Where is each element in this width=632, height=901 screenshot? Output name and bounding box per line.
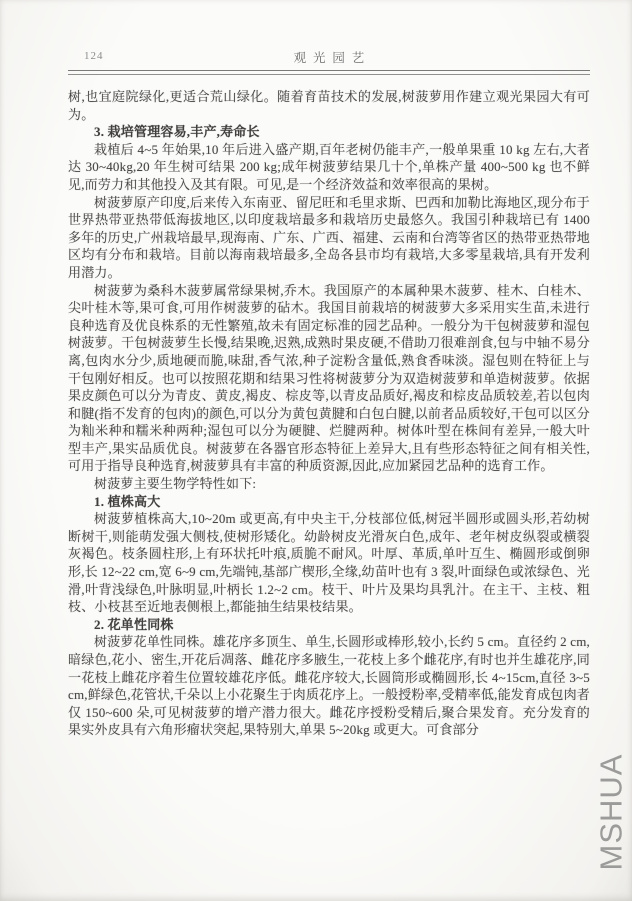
- watermark-text: MSHUA: [593, 753, 629, 871]
- header-double-rule: [68, 70, 590, 75]
- running-title: 观光园艺: [293, 51, 372, 65]
- watermark: [590, 727, 632, 897]
- section-heading: 1. 植株高大: [94, 493, 161, 509]
- paragraph: 树菠萝植株高大,10~20m 或更高,有中央主干,分枝部位低,树冠半圆形或圆头形,若幼树断树干,则能萌发强大侧枝,使树形矮化。幼龄树皮光滑灰白色,成年、老年树皮纵裂或横裂灰褐色。枝条圆柱形,上有环状托叶痕,质脆不耐风。叶厚、革质,单叶互生、椭圆形或倒卵形,长 12~22 cm,宽 6~9 cm,先端钝,基部广楔形,全缘,幼苗叶也有 3 裂,叶面绿色或浓绿色、光滑,叶背浅绿色,叶脉明显,叶柄长 1.2~2 cm。枝干、叶片及果均具乳汁。在主干、主枝、粗枝、小枝甚至近地表侧根上,都能抽生结果枝结果。: [68, 511, 590, 615]
- section-heading: 3. 栽培管理容易,丰产,寿命长: [94, 124, 260, 140]
- page-header: [68, 46, 590, 72]
- paragraph: 栽植后 4~5 年始果,10 年后进入盛产期,百年老树仍能丰产,一般单果重 10 kg 左右,大者达 30~40kg,20 年生树可结果 200 kg;成年树菠萝结果几十个,单株产量 400~500 kg 也不鲜见,而劳力和其他投入及其有限。可见,是一个经济效益和效率很高的果树。: [68, 141, 590, 192]
- paragraph: 树,也宜庭院绿化,更适合荒山绿化。随着育苗技术的发展,树菠萝用作建立观光果园大有可为。: [68, 89, 590, 122]
- section-heading: 2. 花单性同株: [94, 616, 174, 632]
- paragraph: 树菠萝花单性同株。雄花序多顶生、单生,长圆形或棒形,较小,长约 5 cm。直径约 2 cm,暗绿色,花小、密生,开花后凋落、雌花序多腋生,一花枝上多个雌花序,有时也并生雄花序,同一花枝上雌花序着生位置较雄花序低。雌花序较大,长圆筒形或椭圆形,长 4~15cm,直径 3~5 cm,鲜绿色,花管状,千朵以上小花聚生于肉质花序上。一般授粉率,受精率低,能发育成包肉者仅 150~600 朵,可见树菠萝的增产潜力很大。雌花序授粉受精后,聚合果发育。充分发育的果实外皮具有六角形瘤状突起,果特别大,单果 5~20kg 或更大。可食部分: [68, 634, 590, 738]
- content-blocks: [68, 88, 590, 739]
- page-number: 124: [84, 50, 104, 62]
- paragraph: 树菠萝原产印度,后来传入东南亚、留尼旺和毛里求斯、巴西和加勒比海地区,现分布于世界热带亚热带低海拔地区,以印度栽培最多和栽培历史最悠久。我国引种栽培已有 1400 多年的历史,广州栽培最早,现海南、广东、广西、福建、云南和台湾等省区的热带亚热带地区均有分布和栽培。目前以海南栽培最多,全岛各县市均有栽培,大多零星栽培,具有开发利用潜力。: [68, 194, 590, 280]
- paragraph: 树菠萝主要生物学特性如下:: [94, 476, 257, 492]
- paragraph: 树菠萝为桑科木菠萝属常绿果树,乔木。我国原产的本属种果木菠萝、桂木、白桂木、尖叶桂木等,果可食,可用作树菠萝的砧木。我国目前栽培的树菠萝大多采用实生苗,未进行良种选育及优良株系的无性繁殖,故未有固定标准的园艺品种。一般分为干包树菠萝和湿包树菠萝。干包树菠萝生长慢,结果晚,迟熟,成熟时果皮硬,不借助刀很难剖食,包与中轴不易分离,包肉水分少,质地硬而脆,味甜,香气浓,种子淀粉含量低,熟食香味淡。湿包则在特征上与干包刚好相反。也可以按照花期和结果习性将树菠萝分为双造树菠萝和单造树菠萝。依据果皮颜色可以分为青皮、黄皮,褐皮、棕皮等,以青皮品质好,褐皮和棕皮品质较差,若以包肉和腱(指不发育的包肉)的颜色,可以分为黄包黄腱和白包白腱,以前者品质较好,干包可以区分为籼米种和糯米种两种;湿包可以分为硬腱、烂腱两种。树体叶型在株间有差异,一般大叶型丰产,果实品质优良。树菠萝在各器官形态特征上差异大,且有些形态特征之间有相关性,可用于指导良种选育,树菠萝具有丰富的种质资源,因此,应加紧园艺品种的选育工作。: [68, 282, 590, 474]
